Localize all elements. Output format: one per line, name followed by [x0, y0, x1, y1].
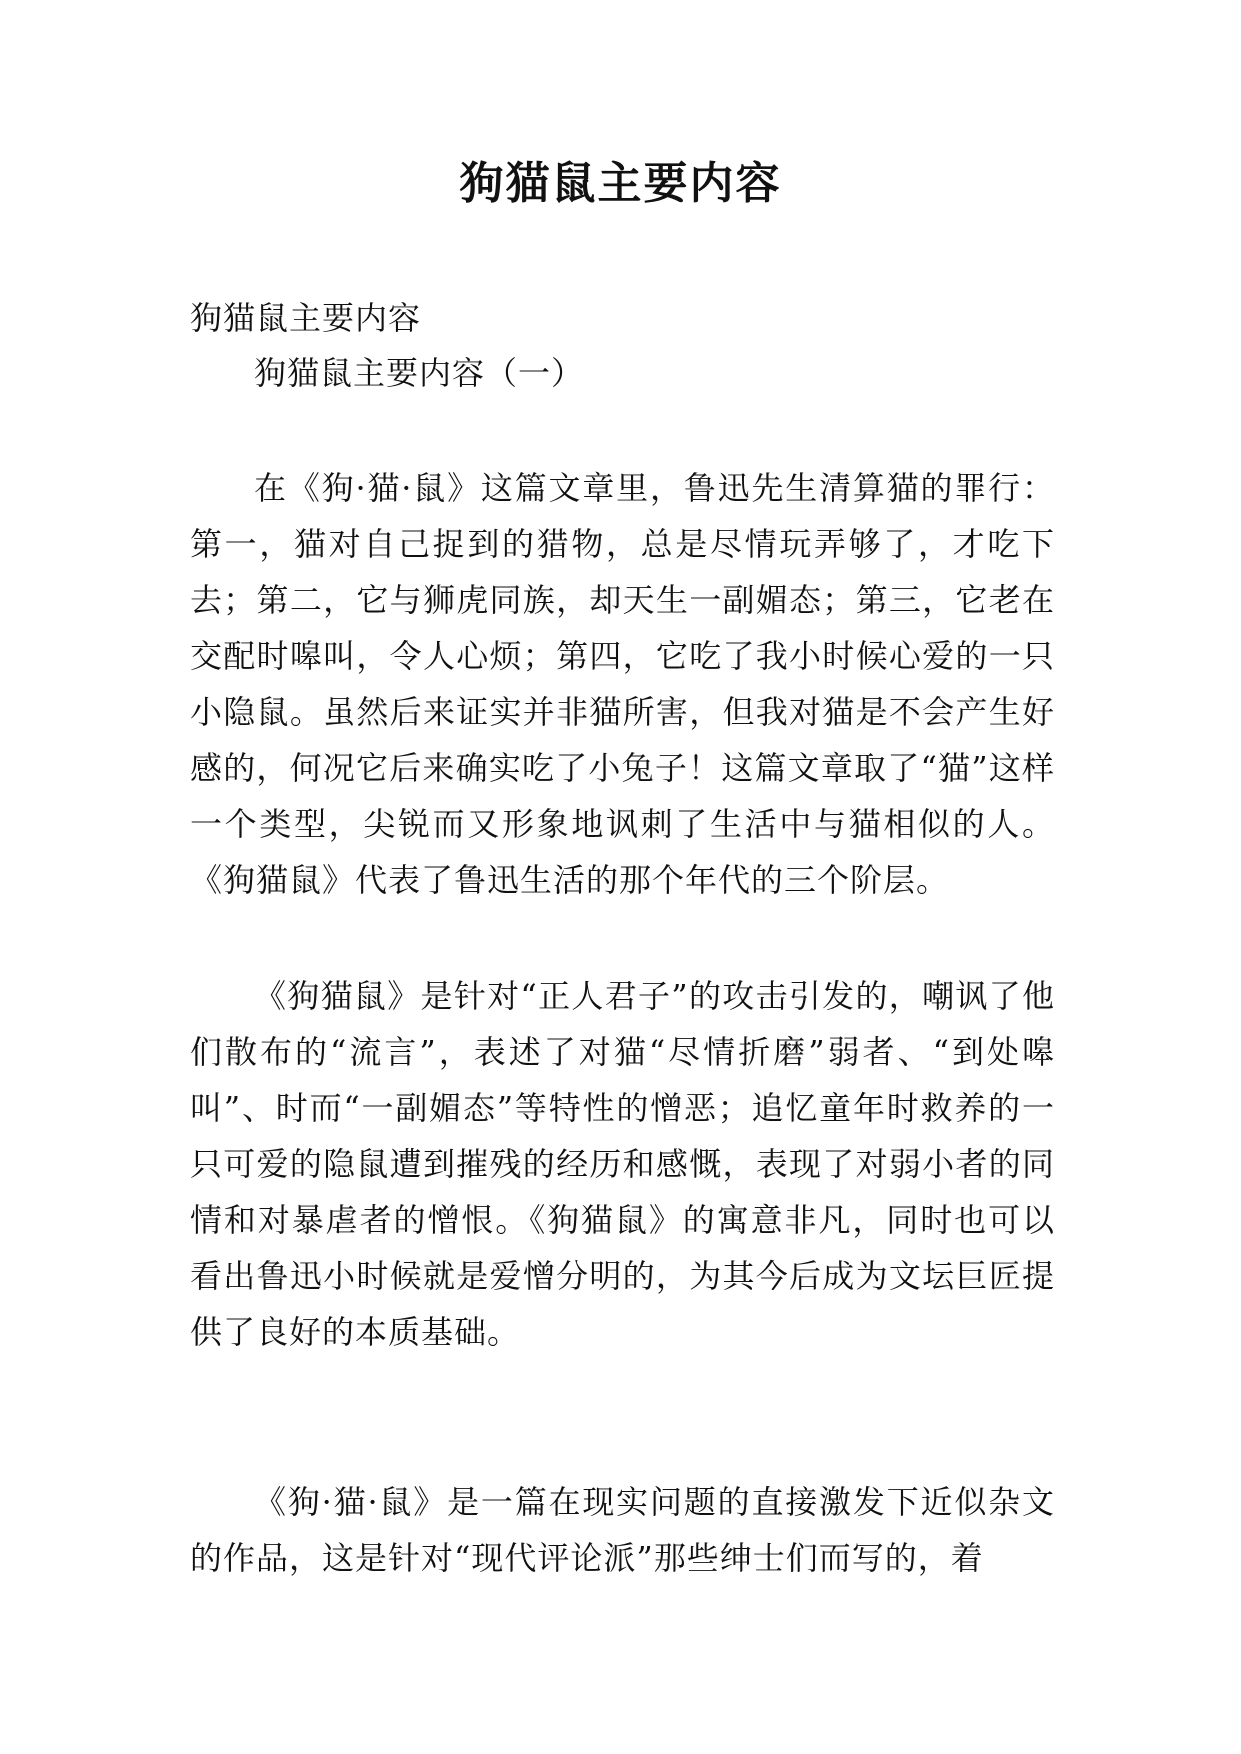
section-heading: 狗猫鼠主要内容	[190, 299, 422, 337]
paragraph-1: 在《狗·猫·鼠》这篇文章里，鲁迅先生清算猫的罪行：第一，猫对自己捉到的猎物，总是尽情玩弄够了，才吃下去；第二，它与狮虎同族，却天生一副媚态；第三，它老在交配时嗥叫，令人心烦；第四，它吃了我小时候心爱的一只小隐鼠。虽然后来证实并非猫所害，但我对猫是不会产生好感的，何况它后来确实吃了小兔子！这篇文章取了“猫”这样一个类型，尖锐而又形象地讽刺了生活中与猫相似的人。《狗猫鼠》代表了鲁迅生活的那个年代的三个阶层。	[190, 469, 1055, 899]
paragraph-2: 《狗猫鼠》是针对“正人君子”的攻击引发的，嘲讽了他们散布的“流言”，表述了对猫“尽情折磨”弱者、“到处嗥叫”、时而“一副媚态”等特性的憎恶；追忆童年时救养的一只可爱的隐鼠遭到摧残的经历和感慨，表现了对弱小者的同情和对暴虐者的憎恨。《狗猫鼠》的寓意非凡，同时也可以看出鲁迅小时候就是爱憎分明的，为其今后成为文坛巨匠提供了良好的本质基础。	[190, 977, 1055, 1351]
document-title: 狗猫鼠主要内容	[459, 158, 782, 209]
section-subheading: 狗猫鼠主要内容（一）	[254, 354, 585, 392]
paragraph-3: 《狗·猫·鼠》是一篇在现实问题的直接激发下近似杂文的作品，这是针对“现代评论派”那些绅士们而写的，着	[190, 1483, 1055, 1577]
